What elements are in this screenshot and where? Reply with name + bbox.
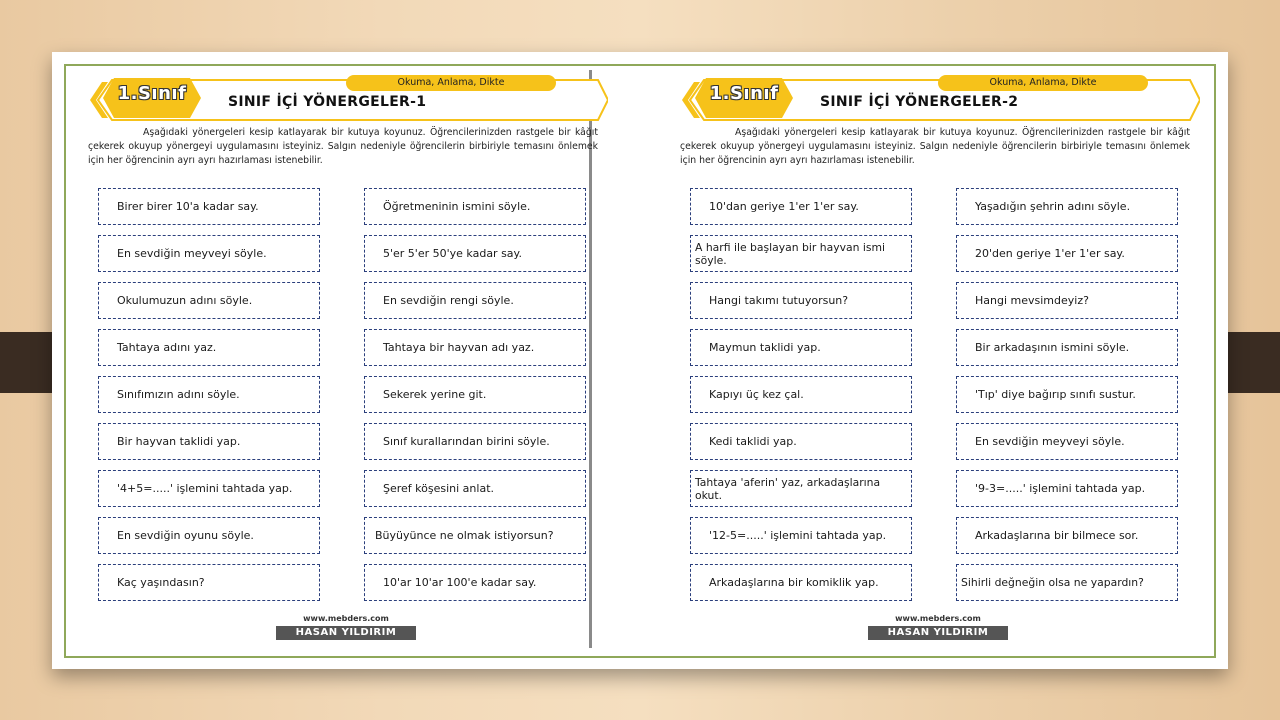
- instruction-card: Kedi taklidi yap.: [690, 423, 912, 460]
- instruction-card: En sevdiğin meyveyi söyle.: [956, 423, 1178, 460]
- instruction-card: Tahtaya bir hayvan adı yaz.: [364, 329, 586, 366]
- footer-url: www.mebders.com: [895, 614, 981, 623]
- instruction-card: Büyüyünce ne olmak istiyorsun?: [364, 517, 586, 554]
- instruction-card: Sihirli değneğin olsa ne yapardın?: [956, 564, 1178, 601]
- instruction-card: Tahtaya 'aferin' yaz, arkadaşlarına okut.: [690, 470, 912, 507]
- worksheet-page-2: [680, 70, 1210, 640]
- instruction-card: En sevdiğin oyunu söyle.: [98, 517, 320, 554]
- instruction-card: 10'dan geriye 1'er 1'er say.: [690, 188, 912, 225]
- instruction-card: En sevdiğin rengi söyle.: [364, 282, 586, 319]
- grade-label: 1.Sınıf: [709, 83, 779, 104]
- page-header: [680, 70, 1200, 120]
- instruction-card: '12-5=.....' işlemini tahtada yap.: [690, 517, 912, 554]
- page-header: [88, 70, 608, 120]
- instruction-card: '9-3=.....' işlemini tahtada yap.: [956, 470, 1178, 507]
- worksheet-page-1: [88, 70, 618, 640]
- subject-label: Okuma, Anlama, Dikte: [938, 75, 1148, 91]
- instruction-card: Maymun taklidi yap.: [690, 329, 912, 366]
- subject-label: Okuma, Anlama, Dikte: [346, 75, 556, 91]
- instruction-card: 'Tıp' diye bağırıp sınıfı sustur.: [956, 376, 1178, 413]
- page-title: SINIF İÇİ YÖNERGELER-2: [820, 94, 1019, 110]
- instruction-card: Bir arkadaşının ismini söyle.: [956, 329, 1178, 366]
- instruction-card: Arkadaşlarına bir komiklik yap.: [690, 564, 912, 601]
- footer-author: HASAN YILDIRIM: [276, 626, 416, 640]
- instruction-card: 5'er 5'er 50'ye kadar say.: [364, 235, 586, 272]
- instruction-card: A harfi ile başlayan bir hayvan ismi söyle.: [690, 235, 912, 272]
- instruction-card: Sınıfımızın adını söyle.: [98, 376, 320, 413]
- instruction-card: Yaşadığın şehrin adını söyle.: [956, 188, 1178, 225]
- instruction-card: En sevdiğin meyveyi söyle.: [98, 235, 320, 272]
- instruction-card: Sekerek yerine git.: [364, 376, 586, 413]
- instruction-card: Tahtaya adını yaz.: [98, 329, 320, 366]
- instruction-card: Bir hayvan taklidi yap.: [98, 423, 320, 460]
- grade-label: 1.Sınıf: [117, 83, 187, 104]
- instruction-card: Birer birer 10'a kadar say.: [98, 188, 320, 225]
- instruction-card: Öğretmeninin ismini söyle.: [364, 188, 586, 225]
- instructions-text: Aşağıdaki yönergeleri kesip katlayarak bir kutuya koyunuz. Öğrencilerinizden rastgele bir kâğıt çekerek okuyup yönergeyi uygulamasını isteyiniz. Salgın nedeniyle öğrencilerin birbiriyle temasını önlemek için her öğrencinin ayrı ayrı hazırlaması istenebilir.: [680, 127, 1190, 166]
- footer-url: www.mebders.com: [303, 614, 389, 623]
- instruction-card: '4+5=.....' işlemini tahtada yap.: [98, 470, 320, 507]
- instructions-text: Aşağıdaki yönergeleri kesip katlayarak bir kutuya koyunuz. Öğrencilerinizden rastgele bir kâğıt çekerek okuyup yönergeyi uygulamasını isteyiniz. Salgın nedeniyle öğrencilerin birbiriyle temasını önlemek için her öğrencinin ayrı ayrı hazırlaması istenebilir.: [88, 127, 598, 166]
- instruction-card: Kapıyı üç kez çal.: [690, 376, 912, 413]
- footer-author: HASAN YILDIRIM: [868, 626, 1008, 640]
- instruction-card: 10'ar 10'ar 100'e kadar say.: [364, 564, 586, 601]
- instruction-card: Okulumuzun adını söyle.: [98, 282, 320, 319]
- instruction-card: Kaç yaşındasın?: [98, 564, 320, 601]
- instruction-card: 20'den geriye 1'er 1'er say.: [956, 235, 1178, 272]
- instruction-card: Sınıf kurallarından birini söyle.: [364, 423, 586, 460]
- instruction-card: Şeref köşesini anlat.: [364, 470, 586, 507]
- instruction-card: Arkadaşlarına bir bilmece sor.: [956, 517, 1178, 554]
- instruction-card: Hangi mevsimdeyiz?: [956, 282, 1178, 319]
- instruction-card: Hangi takımı tutuyorsun?: [690, 282, 912, 319]
- page-title: SINIF İÇİ YÖNERGELER-1: [228, 94, 427, 110]
